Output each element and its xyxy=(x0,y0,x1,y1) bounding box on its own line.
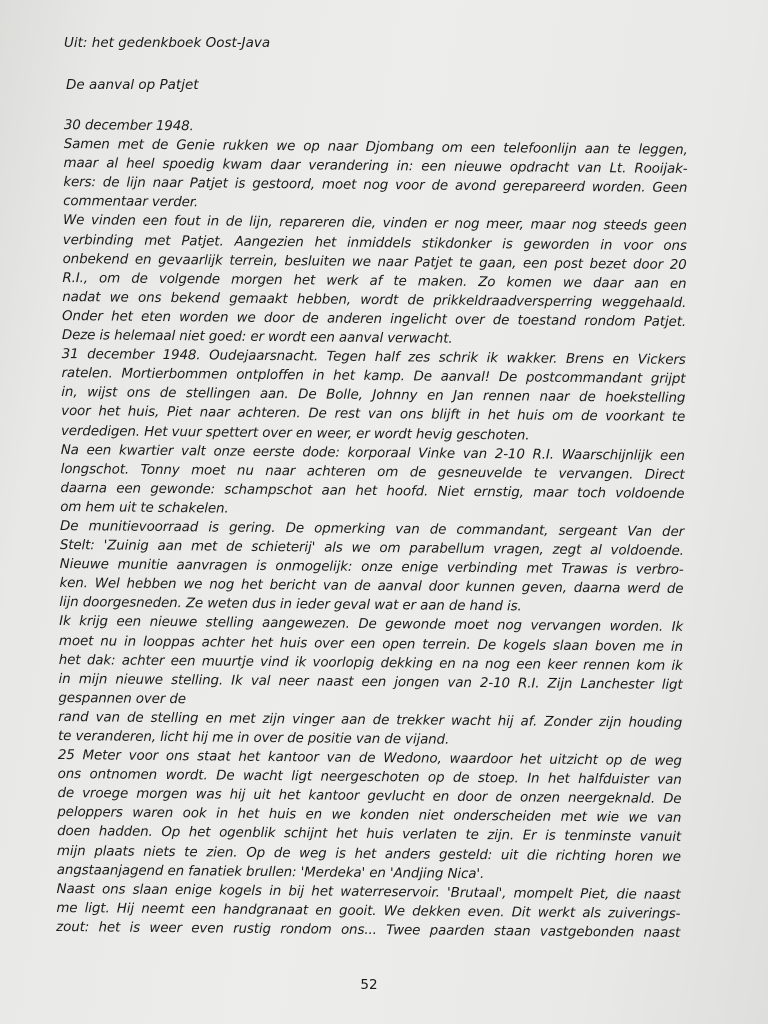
text-line: ratelen. Mortierbommen ontploffen in het kamp. De aanval! De postcommandant grijpt xyxy=(61,366,686,388)
text-line: doen hadden. Op het ogenblik schijnt het huis verlaten te zijn. Er is tenminste vanuit xyxy=(57,824,682,846)
text-line: verdedigen. Het vuur spettert over en weer, er wordt hevig geschoten. xyxy=(60,423,530,443)
text-line: het dak: achter een muurtje vind ik voorlopig dekking en na nog een keer rennen kom ik xyxy=(58,652,683,674)
text-line: Na een kwartier valt onze eerste dode: korporaal Vinke van 2-10 R.I. Waarschijnlijk een xyxy=(60,442,685,464)
text-line: kers: de lijn naar Patjet is gestoord, moet nog voor de avond gerepareerd worden. Geen xyxy=(63,175,688,197)
text-line: commentaar verder. xyxy=(63,194,199,211)
text-line: me ligt. Hij neemt een handgranaat en gooit. We dekken even. Dit werkt als zuiverings- xyxy=(56,900,681,922)
text-line: De munitievoorraad is gering. De opmerking van de commandant, sergeant Van der xyxy=(59,518,685,540)
text-line: angstaanjagend en fanatiek brullen: 'Merdeka' en 'Andjing Nica'. xyxy=(56,862,485,882)
text-line: rand van de stelling en met zijn vinger aan de trekker wacht hij af. Zonder zijn houding xyxy=(58,709,683,731)
text-line: in mijn nieuwe stelling. Ik val neer naast een jongen van 2-10 R.I. Zijn Lanchester ligt xyxy=(58,671,683,693)
text-line: 25 Meter voor ons staat het kantoor van de Wedono, waardoor het uitzicht op de weg xyxy=(57,748,682,770)
text-line: nadat we ons bekend gemaakt hebben, wordt de prikkeldraadversperring weggehaald. xyxy=(62,289,687,311)
text-line: daarna een gewonde: schampschot aan het hoofd. Niet ernstig, maar toch voldoende xyxy=(60,480,685,502)
text-line: om hem uit te schakelen. xyxy=(60,499,229,517)
text-line: de vroege morgen was hij uit het kantoor gevlucht en door de onzen neergeknald. De xyxy=(57,786,682,808)
text-line: Naast ons slaan enige kogels in bij het waterreservoir. 'Brutaal', mompelt Piet, die naast xyxy=(56,881,681,903)
body-text xyxy=(56,116,688,943)
text-line: 31 december 1948. Oudejaarsnacht. Tegen half zes schrik ik wakker. Brens en Vickers xyxy=(61,347,686,369)
page-title: De aanval op Patjet xyxy=(66,77,199,93)
text-line: mijn plaats niets te zien. Op de weg is het anders gesteld: uit die richting horen we xyxy=(56,843,681,865)
text-line: We vinden een fout in de lijn, repareren die, vinden er nog meer, maar nog steeds geen xyxy=(62,213,688,235)
text-line: verbinding met Patjet. Aangezien het inmiddels stikdonker is geworden in voor ons xyxy=(62,232,687,254)
page-number: 52 xyxy=(360,977,378,993)
text-line: gespannen over de xyxy=(58,690,187,708)
text-line: moet nu in looppas achter het huis over een open terrein. De kogels slaan boven me in xyxy=(58,633,684,655)
text-line: voor het huis, Piet naar achteren. De rest van ons blijft in het huis om de voorkant te xyxy=(61,404,686,426)
source-line: Uit: het gedenkboek Oost-Java xyxy=(64,35,271,51)
text-line: lijn doorgesneden. Ze weten dus in ieder geval wat er aan de hand is. xyxy=(59,595,522,615)
text-line: R.I., om de volgende morgen het werk af te maken. Zo komen we daar aan en xyxy=(62,270,687,292)
text-line: te veranderen, licht hij me in over de positie van de vijand. xyxy=(57,728,450,748)
text-line: Stelt: 'Zuinig aan met de schieterij' als we om parabellum vragen, zegt al voldoende. xyxy=(59,538,684,560)
text-line: 30 december 1948. xyxy=(63,117,194,135)
text-line: Nieuwe munitie aanvragen is onmogelijk: onze enige verbinding met Trawas is verbro- xyxy=(59,557,684,579)
text-line: longschot. Tonny moet nu naar achteren om de gesneuvelde te vervangen. Direct xyxy=(60,461,685,483)
text-line: maar al heel spoedig kwam daar verandering in: een nieuwe opdracht van Lt. Rooijak- xyxy=(63,156,688,178)
text-line: Onder het eten worden we door de anderen ingelicht over de toestand rondom Patjet. xyxy=(62,308,687,330)
text-line: ons ontnomen wordt. De wacht ligt neergeschoten op de stoep. In het halfduister van xyxy=(57,767,682,789)
text-line: peloppers waren ook in het huis en we konden niet onderscheiden met wie we van xyxy=(57,805,682,827)
text-line: zout: het is weer even rustig rondom ons... Twee paarden staan vastgebonden naast xyxy=(56,919,681,941)
text-line: ken. Wel hebben we nog het bericht van de aanval door kunnen geven, daarna werd de xyxy=(59,576,684,598)
text-line: Ik krijg een nieuwe stelling aangewezen. De gewonde moet nog vervangen worden. Ik xyxy=(59,614,684,636)
text-line: in, wijst ons de stellingen aan. De Bolle, Johnny en Jan rennen naar de hoekstelling xyxy=(61,385,686,407)
text-line: onbekend en gevaarlijk terrein, besluiten we naar Patjet te gaan, een post bezet door 20 xyxy=(62,251,687,273)
text-line: Deze is helemaal niet goed: er wordt een aanval verwacht. xyxy=(61,328,453,347)
text-line: Samen met de Genie rukken we op naar Djombang om een telefoonlijn aan te leggen, xyxy=(63,137,688,159)
